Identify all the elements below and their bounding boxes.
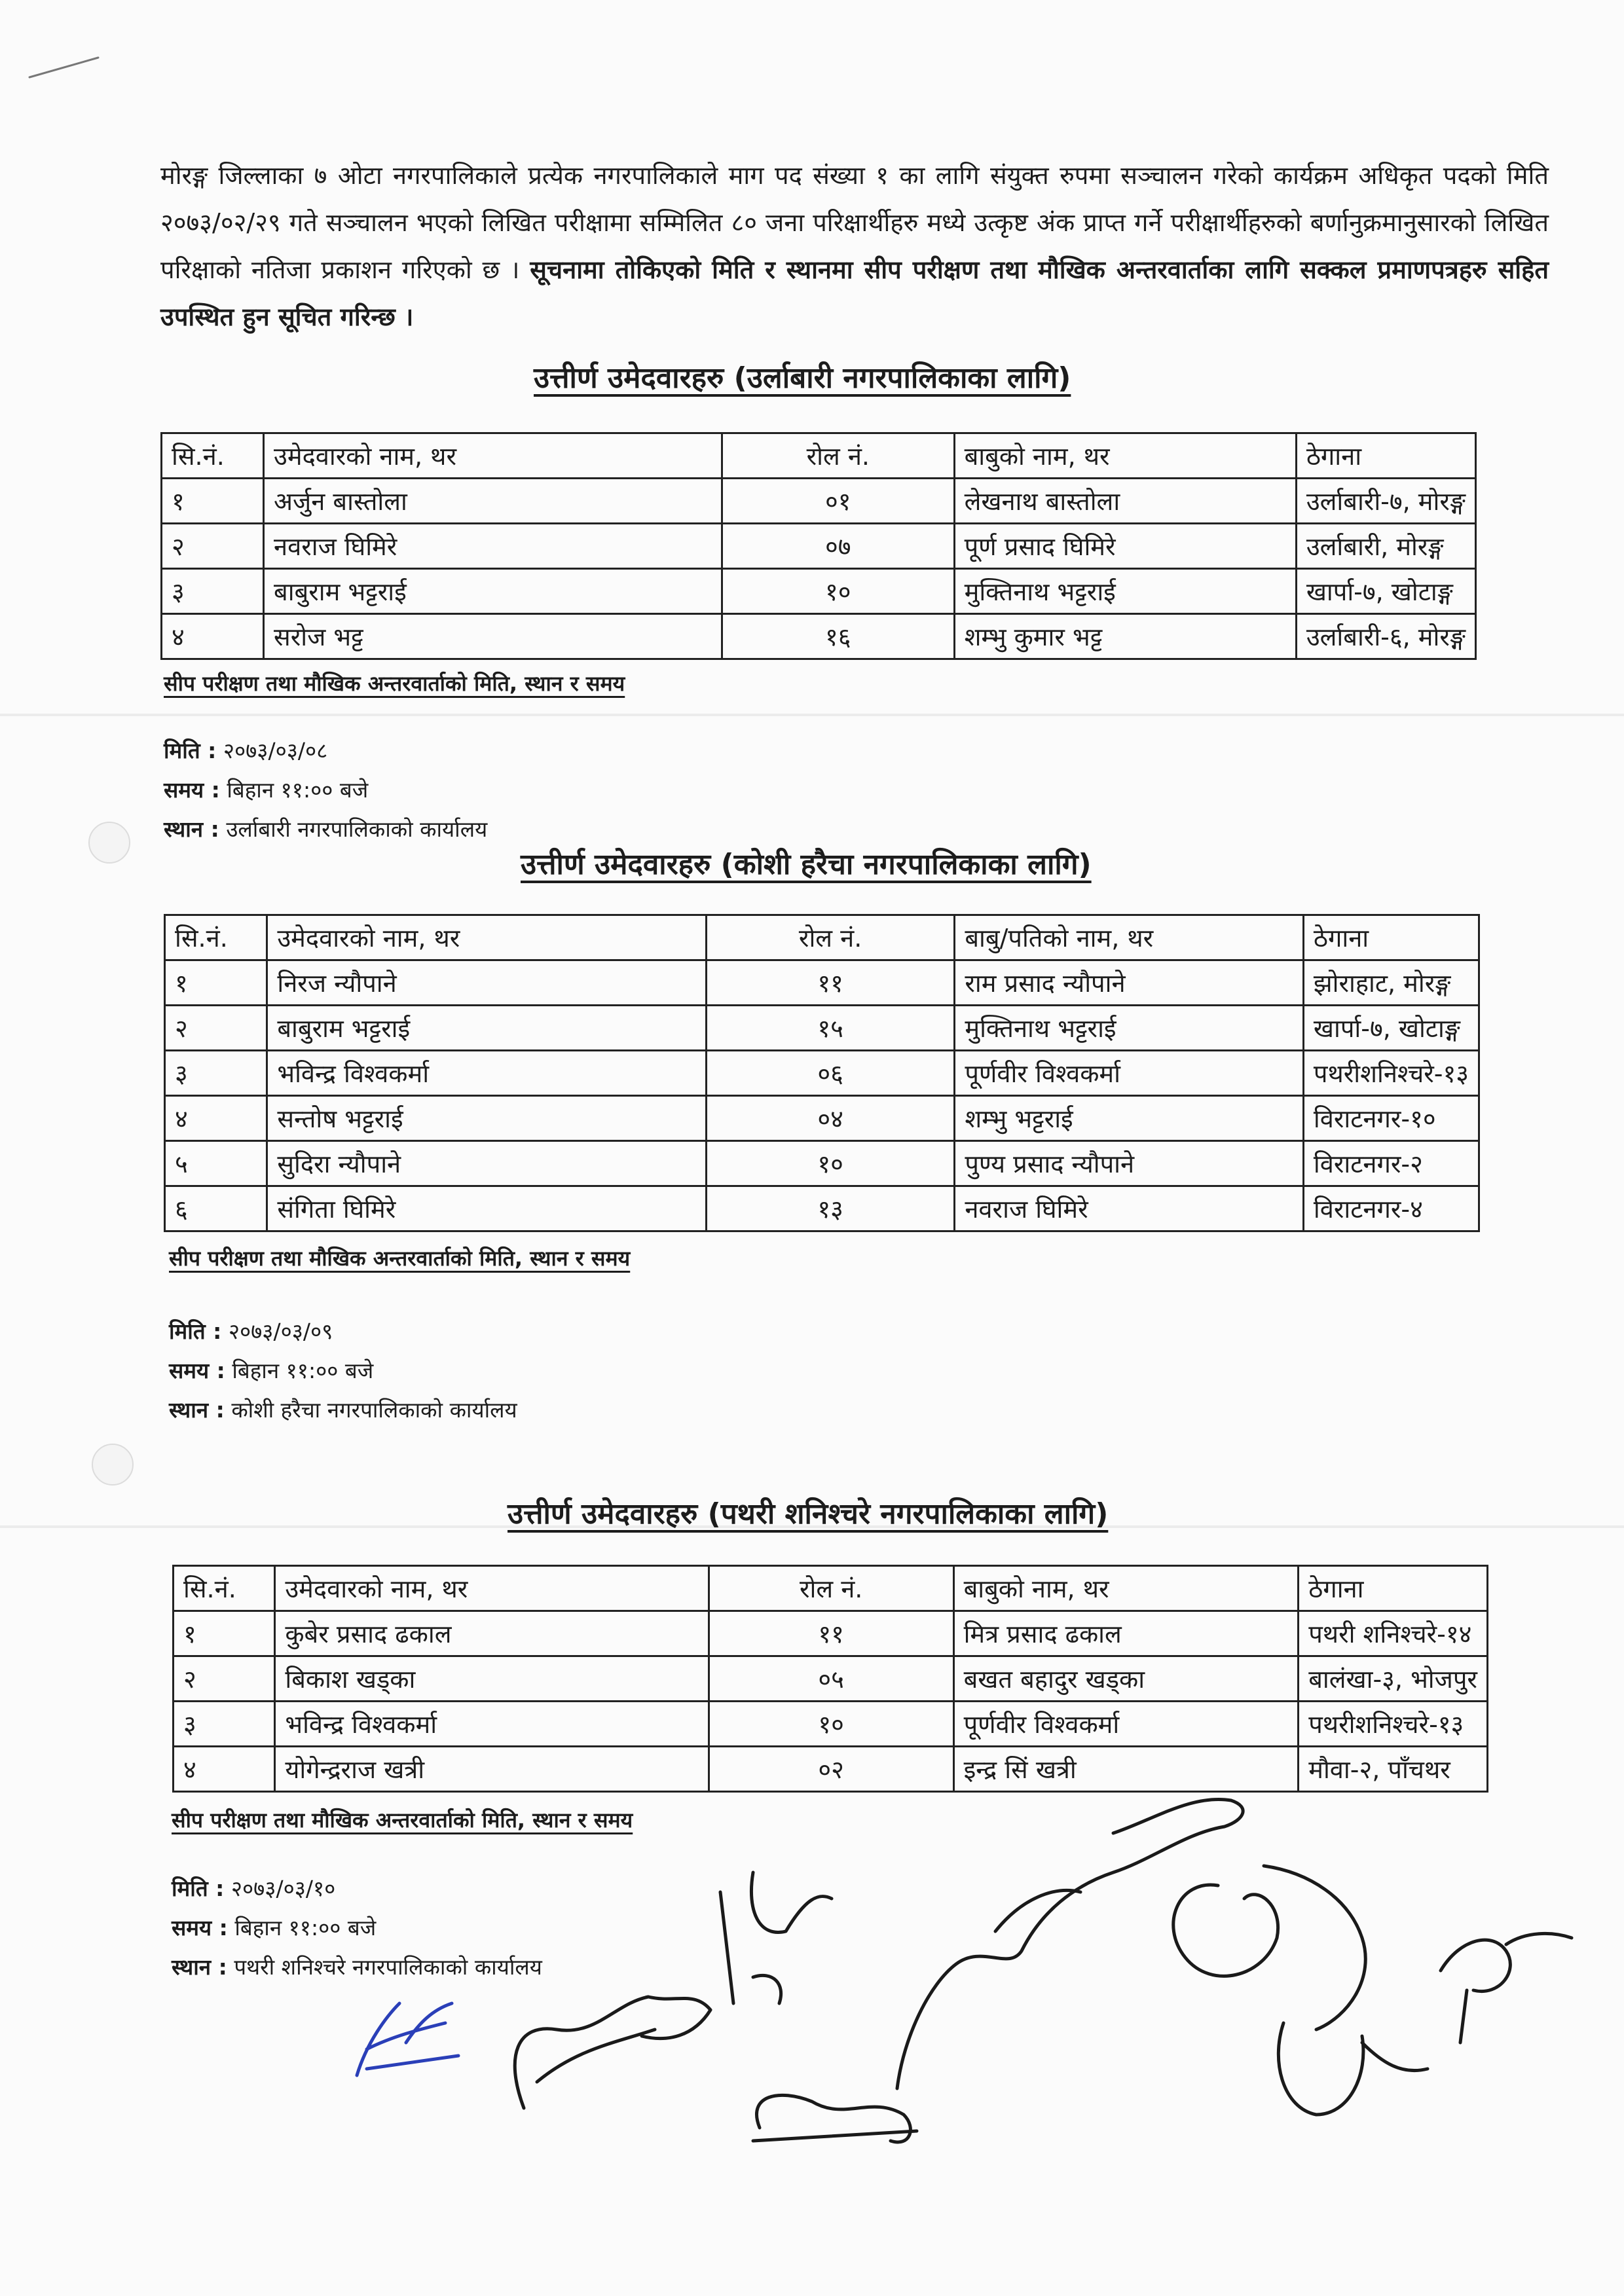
date-label: मिति : — [164, 738, 217, 763]
intro-text: मोरङ्ग जिल्लाका ७ ओटा नगरपालिकाले प्रत्येक नगरपालिकाले माग पद संख्या १ का लागि संयुक्त रुपमा सञ्चालन गरेको कार्यक्रम अधिकृत पदको मिति २०७३/०२/२९ गते सञ्चालन भएको लिखित परीक्षामा सम्मिलित ८० जना परिक्षार्थीहरु मध्ये उत्कृष्ट अंक प्राप्त गर्ने परीक्षार्थीहरुको बर्णानुक्रमानुसारको लिखित परिक्षाको नतिजा प्रकाशन गरिएको छ । — [160, 161, 1549, 284]
col-header-address: ठेगाना — [1303, 915, 1479, 960]
cell-father: राम प्रसाद न्यौपाने — [955, 960, 1304, 1006]
cell-roll: १५ — [706, 1006, 954, 1051]
cell-roll: १३ — [706, 1186, 954, 1231]
time-label: समय : — [172, 1915, 228, 1941]
cell-serial: ३ — [162, 569, 264, 614]
col-header-address: ठेगाना — [1299, 1566, 1488, 1611]
signature-2 — [720, 1872, 832, 2003]
cell-roll: ०५ — [709, 1656, 953, 1702]
schedule-label: सीप परीक्षण तथा मौखिक अन्तरवार्ताको मिति, स्थान र समय — [169, 1246, 631, 1271]
cell-roll: १० — [706, 1141, 954, 1186]
cell-serial: ६ — [165, 1186, 267, 1231]
col-header-name: उमेदवारको नाम, थर — [267, 915, 707, 960]
cell-serial: २ — [165, 1006, 267, 1051]
cell-roll: ०२ — [709, 1747, 953, 1792]
cell-roll: ०७ — [722, 524, 955, 569]
col-header-roll: रोल नं. — [722, 433, 955, 479]
cell-address: पथरीशनिश्चरे-१३ — [1303, 1051, 1479, 1096]
cell-roll: ०४ — [706, 1096, 954, 1141]
section-title-pathari-shanishchare: उत्तीर्ण उमेदवारहरु (पथरी शनिश्चरे नगरपालिकाका लागि) — [507, 1497, 1109, 1531]
cell-name: सरोज भट्ट — [264, 614, 722, 659]
col-header-roll: रोल नं. — [709, 1566, 953, 1611]
cell-serial: ४ — [162, 614, 264, 659]
cell-name: सुदिरा न्यौपाने — [267, 1141, 707, 1186]
cell-name: बिकाश खड्का — [275, 1656, 709, 1702]
cell-serial: ३ — [174, 1702, 275, 1747]
cell-father: मुक्तिनाथ भट्टराई — [955, 1006, 1304, 1051]
cell-father: लेखनाथ बास्तोला — [954, 479, 1296, 524]
schedule-label: सीप परीक्षण तथा मौखिक अन्तरवार्ताको मिति, स्थान र समय — [172, 1808, 633, 1832]
cell-name: निरज न्यौपाने — [267, 960, 707, 1006]
cell-roll: १६ — [722, 614, 955, 659]
cell-roll: ११ — [706, 960, 954, 1006]
cell-address: मौवा-२, पाँचथर — [1299, 1747, 1488, 1792]
cell-name: योगेन्द्रराज खत्री — [275, 1747, 709, 1792]
col-header-serial: सि.नं. — [165, 915, 267, 960]
section-title-urlabari: उत्तीर्ण उमेदवारहरु (उर्लाबारी नगरपालिकाका लागि) — [534, 361, 1071, 395]
time-label: समय : — [169, 1358, 225, 1383]
cell-father: शम्भु भट्टराई — [955, 1096, 1304, 1141]
date-label: मिति : — [172, 1876, 225, 1901]
cell-father: पूर्ण प्रसाद घिमिरे — [954, 524, 1296, 569]
cell-father: मुक्तिनाथ भट्टराई — [954, 569, 1296, 614]
cell-father: मित्र प्रसाद ढकाल — [953, 1611, 1299, 1656]
time-value: बिहान ११:०० बजे — [234, 1915, 377, 1941]
signature-3 — [753, 2095, 917, 2142]
col-header-address: ठेगाना — [1296, 433, 1475, 479]
place-label: स्थान : — [164, 816, 219, 842]
cell-roll: ०१ — [722, 479, 955, 524]
signature-5 — [1173, 1866, 1365, 2030]
cell-father: पूर्णवीर विश्वकर्मा — [955, 1051, 1304, 1096]
cell-serial: २ — [162, 524, 264, 569]
cell-address: विराटनगर-१० — [1303, 1096, 1479, 1141]
signature-blue — [357, 2003, 458, 2075]
col-header-father: बाबुको नाम, थर — [954, 433, 1296, 479]
cell-name: सन्तोष भट्टराई — [267, 1096, 707, 1141]
place-value: उर्लाबारी नगरपालिकाको कार्यालय — [226, 816, 488, 842]
cell-address: विराटनगर-२ — [1303, 1141, 1479, 1186]
signature-7 — [1441, 1933, 1572, 2043]
cell-father: पुण्य प्रसाद न्यौपाने — [955, 1141, 1304, 1186]
cell-father: बखत बहादुर खड्का — [953, 1656, 1299, 1702]
date-value: २०७३/०३/१० — [231, 1876, 336, 1901]
cell-roll: १० — [709, 1702, 953, 1747]
col-header-serial: सि.नं. — [162, 433, 264, 479]
cell-roll: ११ — [709, 1611, 953, 1656]
col-header-father: बाबुको नाम, थर — [953, 1566, 1299, 1611]
time-value: बिहान ११:०० बजे — [232, 1358, 374, 1383]
cell-serial: ५ — [165, 1141, 267, 1186]
cell-father: पूर्णवीर विश्वकर्मा — [953, 1702, 1299, 1747]
pencil-mark — [29, 58, 98, 77]
signature-1 — [515, 1997, 710, 2108]
cell-serial: ४ — [165, 1096, 267, 1141]
cell-father: नवराज घिमिरे — [955, 1186, 1304, 1231]
place-label: स्थान : — [169, 1397, 225, 1423]
col-header-father: बाबु/पतिको नाम, थर — [955, 915, 1304, 960]
cell-serial: २ — [174, 1656, 275, 1702]
cell-name: संगिता घिमिरे — [267, 1186, 707, 1231]
cell-address: झोराहाट, मोरङ्ग — [1303, 960, 1479, 1006]
col-header-name: उमेदवारको नाम, थर — [264, 433, 722, 479]
intro-bold-text: सूचनामा तोकिएको मिति र स्थानमा सीप परीक्षण तथा मौखिक अन्तरवार्ताका लागि सक्कल प्रमाणपत्रहरु सहित उपस्थित हुन सूचित गरिन्छ । — [160, 255, 1549, 331]
cell-address: खार्पा-७, खोटाङ्ग — [1303, 1006, 1479, 1051]
signature-6 — [1278, 2023, 1428, 2115]
cell-roll: १० — [722, 569, 955, 614]
cell-address: खार्पा-७, खोटाङ्ग — [1296, 569, 1475, 614]
cell-name: भविन्द्र विश्वकर्मा — [275, 1702, 709, 1747]
cell-address: बालंखा-३, भोजपुर — [1299, 1656, 1488, 1702]
cell-address: पथरीशनिश्चरे-१३ — [1299, 1702, 1488, 1747]
cell-name: नवराज घिमिरे — [264, 524, 722, 569]
cell-name: बाबुराम भट्टराई — [264, 569, 722, 614]
place-value: पथरी शनिश्चरे नगरपालिकाको कार्यालय — [234, 1954, 542, 1980]
col-header-roll: रोल नं. — [706, 915, 954, 960]
cell-father: इन्द्र सिं खत्री — [953, 1747, 1299, 1792]
cell-serial: ३ — [165, 1051, 267, 1096]
cell-name: बाबुराम भट्टराई — [267, 1006, 707, 1051]
col-header-serial: सि.नं. — [174, 1566, 275, 1611]
place-value: कोशी हरैचा नगरपालिकाको कार्यालय — [231, 1397, 517, 1423]
cell-name: अर्जुन बास्तोला — [264, 479, 722, 524]
time-label: समय : — [164, 777, 220, 803]
cell-serial: १ — [162, 479, 264, 524]
signature-4 — [897, 1799, 1243, 2088]
date-value: २०७३/०३/०८ — [223, 738, 328, 763]
col-header-name: उमेदवारको नाम, थर — [275, 1566, 709, 1611]
cell-address: पथरी शनिश्चरे-१४ — [1299, 1611, 1488, 1656]
cell-father: शम्भु कुमार भट्ट — [954, 614, 1296, 659]
cell-name: कुबेर प्रसाद ढकाल — [275, 1611, 709, 1656]
cell-address: उर्लाबारी-७, मोरङ्ग — [1296, 479, 1475, 524]
time-value: बिहान ११:०० बजे — [227, 777, 369, 803]
date-label: मिति : — [169, 1319, 222, 1344]
cell-serial: ४ — [174, 1747, 275, 1792]
section-title-koshi-haraicha: उत्तीर्ण उमेदवारहरु (कोशी हरैचा नगरपालिकाका लागि) — [521, 848, 1092, 881]
cell-roll: ०६ — [706, 1051, 954, 1096]
place-label: स्थान : — [172, 1954, 227, 1980]
cell-name: भविन्द्र विश्वकर्मा — [267, 1051, 707, 1096]
cell-address: उर्लाबारी, मोरङ्ग — [1296, 524, 1475, 569]
date-value: २०७३/०३/०९ — [228, 1319, 333, 1344]
schedule-label: सीप परीक्षण तथा मौखिक अन्तरवार्ताको मिति, स्थान र समय — [164, 671, 625, 696]
cell-serial: १ — [174, 1611, 275, 1656]
cell-address: उर्लाबारी-६, मोरङ्ग — [1296, 614, 1475, 659]
cell-serial: १ — [165, 960, 267, 1006]
cell-address: विराटनगर-४ — [1303, 1186, 1479, 1231]
